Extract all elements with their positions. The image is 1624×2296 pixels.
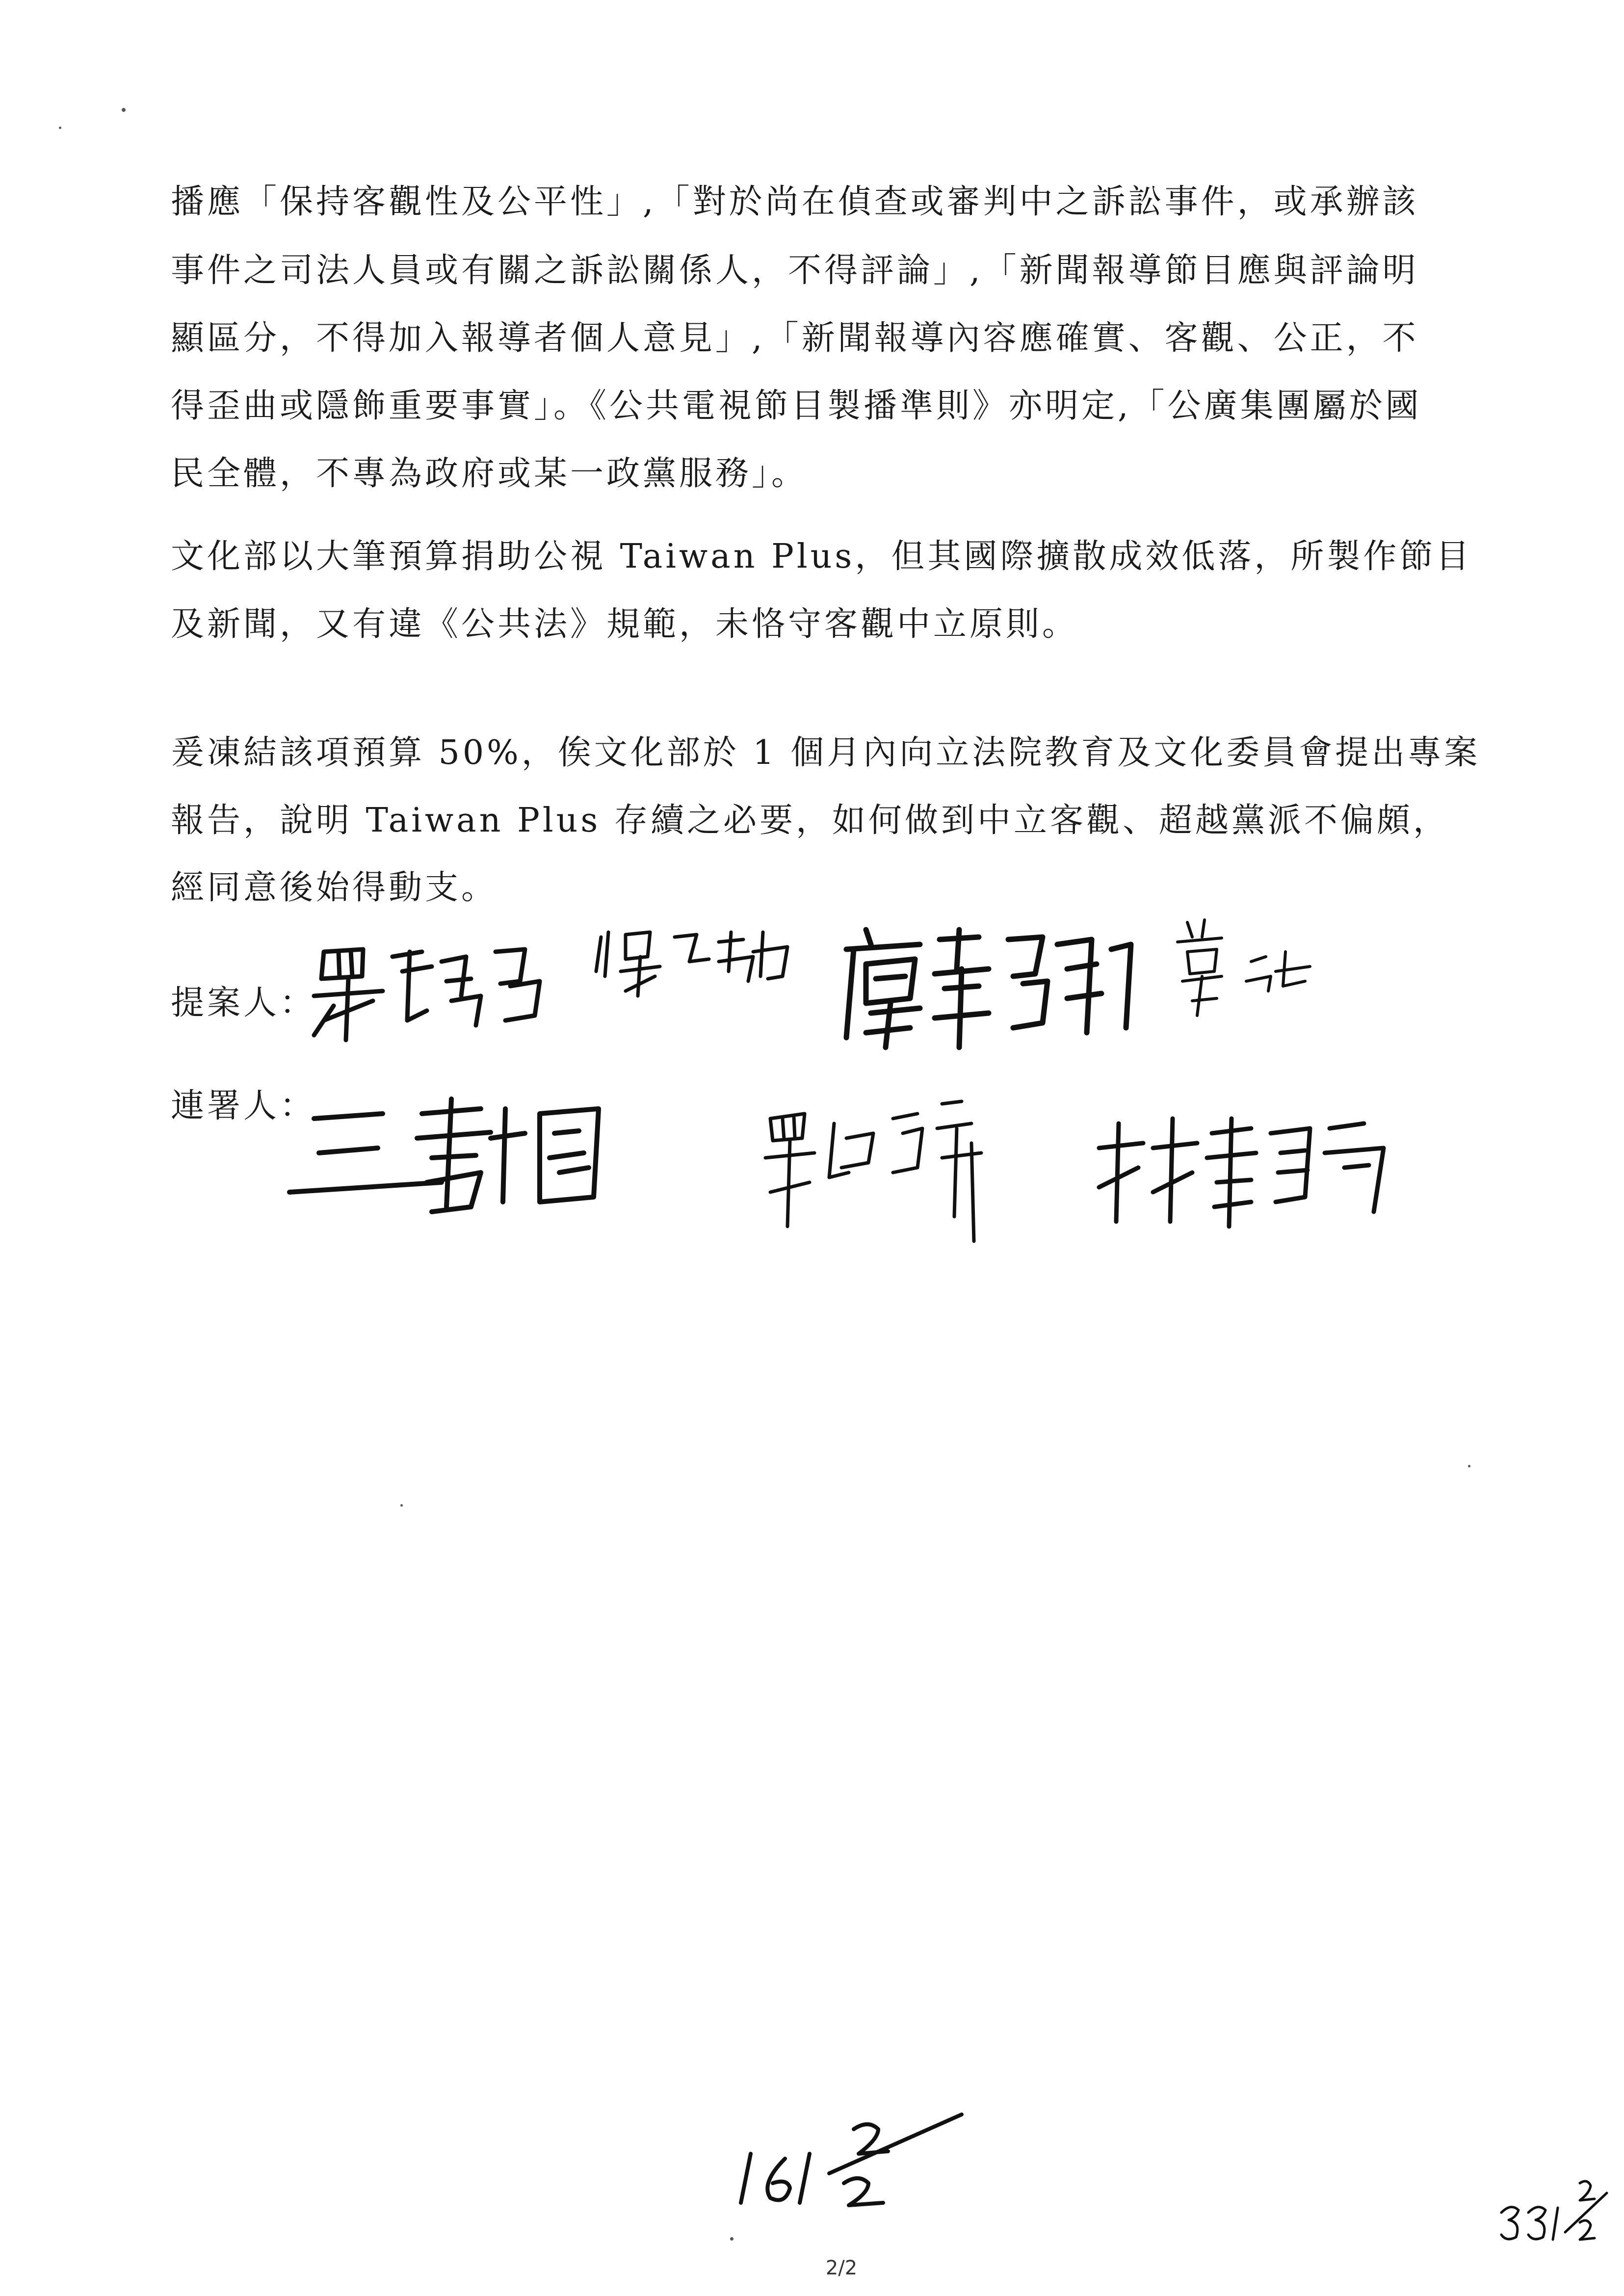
resolution-line-3: 經同意後始得動支。 [171,868,498,907]
proposer-signature-2 [591,917,807,1006]
resolution-line-2: 報告，說明 Taiwan Plus 存續之必要，如何做到中立客觀、超越黨派不偏頗， [171,801,1449,840]
paragraph-1-line-2: 事件之司法人員或有關之訴訟關係人，不得評論」,「新聞報導節目應與評論明 [171,251,1419,290]
proposer-signature-1 [304,922,559,1050]
proposer-label: 提案人： [171,984,316,1022]
paragraph-2-line-2: 及新聞，又有違《公共法》規範，未恪守客觀中立原則。 [171,605,1079,644]
page-number: 2/2 [825,2257,858,2279]
cosigner-label: 連署人： [171,1087,316,1125]
paragraph-1-line-5: 民全體，不專為政府或某一政黨服務」。 [171,454,808,493]
cosigner-signature-1 [285,1089,638,1236]
paragraph-1-line-1: 播應「保持客觀性及公平性」,「對於尚在偵查或審判中之訴訟事件，或承辦該 [171,183,1419,221]
handwritten-page-mark-center [731,2100,986,2213]
scan-speck [730,2237,733,2241]
proposer-signature-3 [837,910,1141,1057]
paragraph-2-line-1: 文化部以大筆預算捐助公視 Taiwan Plus，但其國際擴散成效低落，所製作節目 [171,537,1472,576]
paragraph-1-line-3: 顯區分，不得加入報導者個人意見」,「新聞報導內容應確實、客觀、公正，不 [171,319,1419,358]
scan-speck [59,127,61,129]
resolution-line-1: 爰凍結該項預算 50%，俟文化部於 1 個月內向立法院教育及文化委員會提出專案 [171,733,1481,772]
handwritten-page-mark-right [1496,2168,1614,2257]
cosigner-signature-2 [756,1079,1030,1305]
paragraph-1-line-4: 得歪曲或隱飾重要事實」。《公共電視節目製播準則》亦明定,「公廣集團屬於國 [171,387,1422,425]
scan-speck [400,1504,403,1507]
scan-speck [122,108,126,112]
cosigner-signature-3 [1089,1099,1403,1246]
proposer-signature-4 [1168,908,1325,1025]
scan-speck [1468,1465,1470,1467]
